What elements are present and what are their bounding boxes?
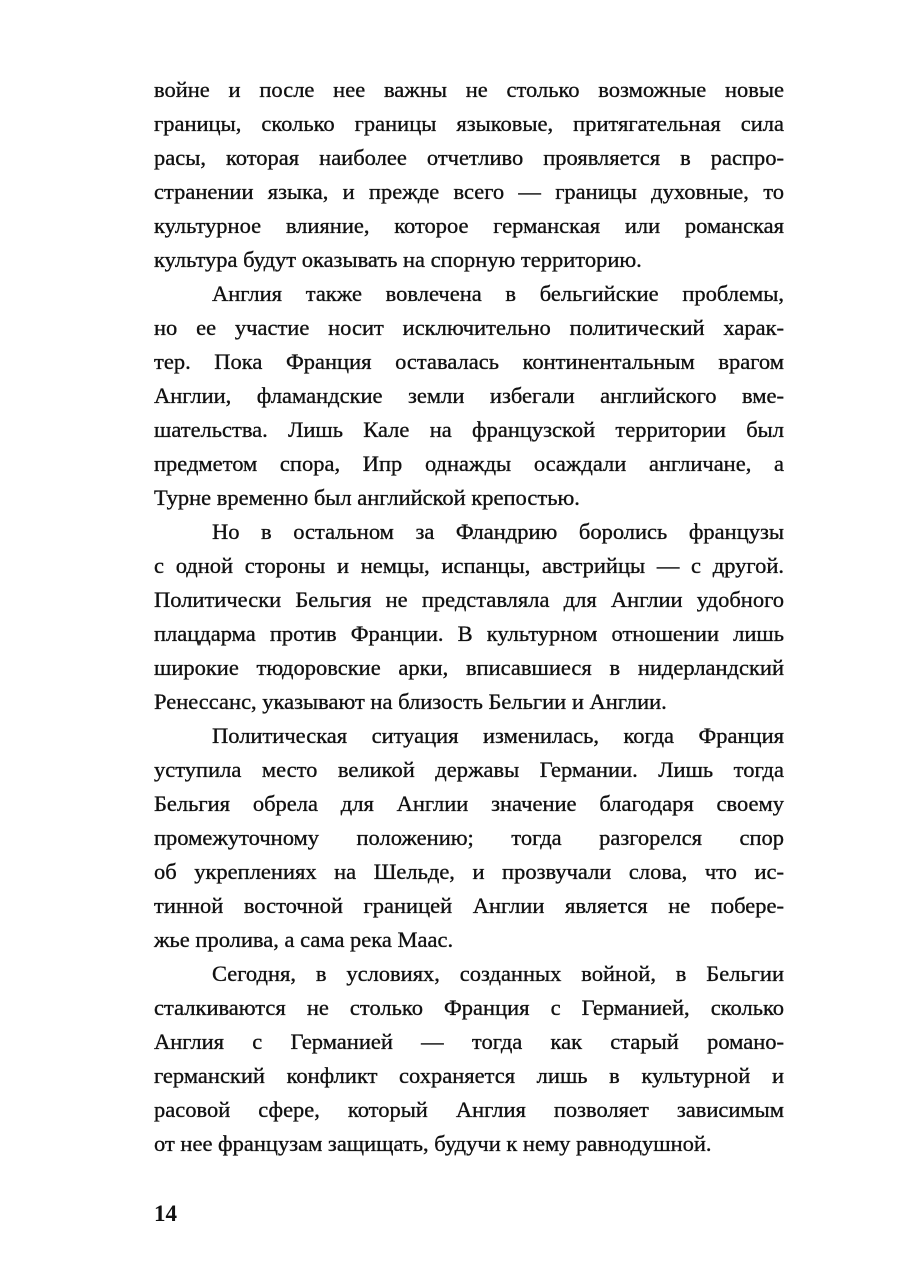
paragraph	[154, 515, 784, 719]
text-line: уступила место великой державы Германии. Лишь тогда	[154, 757, 784, 782]
text-line: Политическая ситуация изменилась, когда Франция	[212, 723, 784, 748]
text-line: границы, сколько границы языковые, притягательная сила	[154, 111, 784, 136]
text-line: об укреплениях на Шельде, и прозвучали слова, что ис-	[154, 859, 784, 884]
text-line: широкие тюдоровские арки, вписавшиеся в нидерландский	[154, 655, 784, 680]
text-line: культура будут оказывать на спорную территорию.	[154, 247, 642, 272]
text-line: шательства. Лишь Кале на французской территории был	[154, 417, 784, 442]
text-line: тер. Пока Франция оставалась континентальным врагом	[154, 349, 784, 374]
text-line: тинной восточной границей Англии является не побере-	[154, 893, 784, 918]
text-line: промежуточному положению; тогда разгорелся спор	[154, 825, 784, 850]
text-line: странении языка, и прежде всего — границы духовные, то	[154, 179, 784, 204]
text-line: Сегодня, в условиях, созданных войной, в Бельгии	[212, 961, 784, 986]
text-line: Англия с Германией — тогда как старый романо-	[154, 1029, 784, 1054]
paragraph	[154, 719, 784, 957]
text-line: Но в остальном за Фландрию боролись французы	[212, 519, 784, 544]
paragraph	[154, 277, 784, 515]
text-line: культурное влияние, которое германская или романская	[154, 213, 784, 238]
text-line: Бельгия обрела для Англии значение благодаря своему	[154, 791, 784, 816]
text-line: Турне временно был английской крепостью.	[154, 485, 580, 510]
body-text	[154, 73, 784, 1161]
text-line: предметом спора, Ипр однажды осаждали англичане, а	[154, 451, 784, 476]
text-line: сталкиваются не столько Франция с Германией, сколько	[154, 995, 784, 1020]
text-line: с одной стороны и немцы, испанцы, австрийцы — с другой.	[154, 553, 784, 578]
text-line: от нее французам защищать, будучи к нему равнодушной.	[154, 1131, 712, 1156]
text-line: но ее участие носит исключительно политический харак-	[154, 315, 784, 340]
text-line: германский конфликт сохраняется лишь в культурной и	[154, 1063, 784, 1088]
text-line: расовой сфере, который Англия позволяет зависимым	[154, 1097, 784, 1122]
text-line: Англии, фламандские земли избегали английского вме-	[154, 383, 784, 408]
text-line: Ренессанс, указывают на близость Бельгии и Англии.	[154, 689, 667, 714]
text-line: жье пролива, а сама река Маас.	[154, 927, 454, 952]
page-number: 14	[154, 1201, 177, 1226]
text-line: Англия также вовлечена в бельгийские проблемы,	[212, 281, 784, 306]
text-line: войне и после нее важны не столько возможные новые	[154, 77, 784, 102]
paragraph	[154, 73, 784, 277]
paragraph	[154, 957, 784, 1161]
text-line: плацдарма против Франции. В культурном отношении лишь	[154, 621, 784, 646]
text-line: расы, которая наиболее отчетливо проявляется в распро-	[154, 145, 784, 170]
text-line: Политически Бельгия не представляла для Англии удобного	[154, 587, 784, 612]
